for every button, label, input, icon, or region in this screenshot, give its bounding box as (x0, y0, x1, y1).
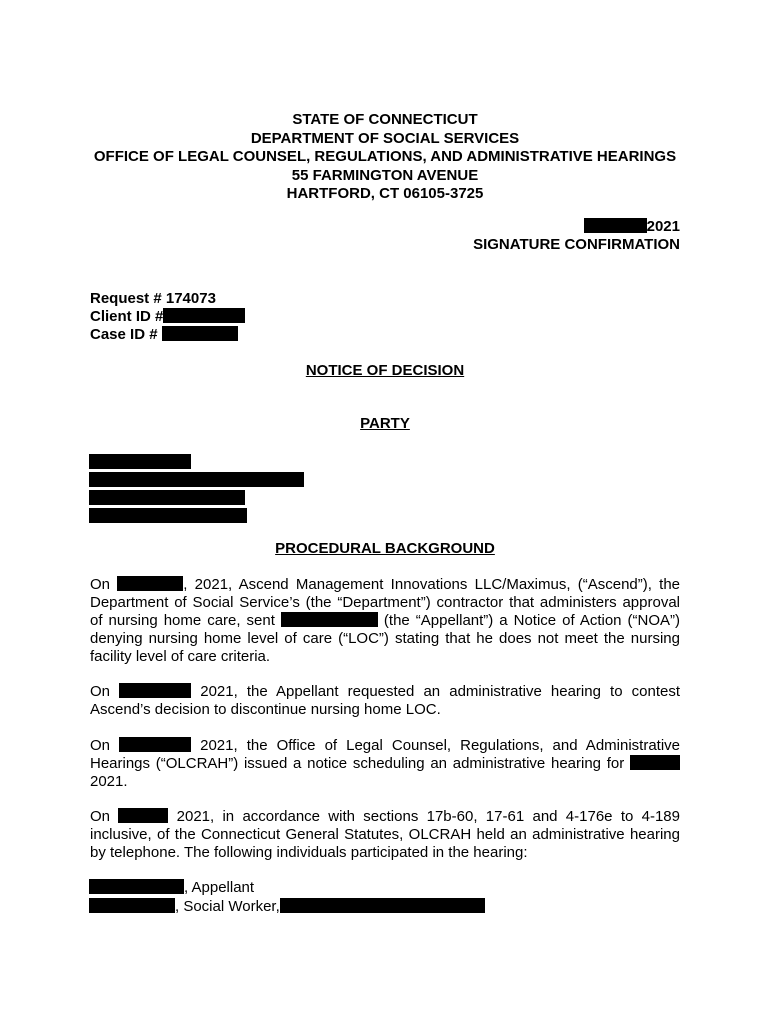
redacted-appellant-name (281, 612, 378, 627)
redacted-party-name (89, 454, 191, 469)
participant-appellant (89, 879, 254, 896)
p4-text-1: On (90, 808, 111, 825)
header-city: HARTFORD, CT 06105-3725 (286, 185, 484, 202)
p1-text-1: On (90, 576, 111, 593)
p1-text-3: (the “Appellant”) a Notice of Action (“NOA”) denying nursing home level of care (“LOC”) stating that he does not meet the nursing facility level of care criteria. (90, 612, 680, 665)
participant-social-worker (89, 898, 485, 915)
p2-text-1: On (90, 683, 111, 700)
redacted-participant-social-worker (89, 898, 175, 913)
p3-text-1: On (90, 737, 111, 754)
header-state: STATE OF CONNECTICUT (292, 111, 478, 128)
redacted-notice-date (119, 737, 191, 752)
request-number: Request # 174073 (90, 290, 216, 307)
p2-text-2: 2021, the Appellant requested an administrative hearing to contest Ascend’s decision to discontinue nursing home LOC. (90, 683, 680, 718)
p3-text-3: 2021. (90, 773, 128, 790)
notice-title: NOTICE OF DECISION (305, 362, 465, 379)
redacted-party-address-3 (89, 508, 247, 523)
header-street: 55 FARMINGTON AVENUE (291, 166, 479, 184)
participant-appellant-role: , Appellant (184, 879, 255, 896)
redacted-held-date (118, 808, 168, 823)
redacted-date (584, 218, 647, 233)
p3-text-2: 2021, the Office of Legal Counsel, Regulations, and Administrative Hearings (“OLCRAH”) issued a notice scheduling an administrative hearing for (90, 737, 681, 772)
redacted-participant-appellant (89, 879, 184, 894)
party-title: PARTY (360, 415, 410, 432)
redacted-social-worker-agency (280, 898, 485, 913)
header-office: OFFICE OF LEGAL COUNSEL, REGULATIONS, AND ADMINISTRATIVE HEARINGS (93, 148, 677, 165)
redacted-client-id (163, 308, 245, 323)
client-id (90, 308, 245, 325)
redacted-noa-date (117, 576, 183, 591)
case-id (90, 326, 238, 343)
client-id-label: Client ID # (90, 308, 164, 325)
letterhead (0, 111, 770, 204)
case-id-label: Case ID # (90, 326, 158, 343)
procedural-background-title: PROCEDURAL BACKGROUND (275, 540, 495, 557)
date-year: 2021 (646, 218, 680, 235)
redacted-request-date (119, 683, 191, 698)
paragraph-scheduling (90, 737, 680, 791)
paragraph-noa (90, 576, 680, 666)
paragraph-hearing-held (90, 808, 680, 862)
date-line (584, 218, 680, 235)
redacted-case-id (162, 326, 238, 341)
p1-text-2: , 2021, Ascend Management Innovations LLC/Maximus, (“Ascend”), the Department of Social Service’s (the “Department”) contractor that administers approval of nursing home care, sent (90, 576, 681, 629)
header-department: DEPARTMENT OF SOCIAL SERVICES (250, 129, 520, 147)
p4-text-2: 2021, in accordance with sections 17b-60, 17-61 and 4-176e to 4-189 inclusive, of the Connecticut General Statutes, OLCRAH held an administrative hearing by telephone. The following individuals participated in the hearing: (90, 808, 680, 861)
participant-social-worker-role: , Social Worker, (175, 898, 280, 915)
redacted-party-address-2 (89, 490, 245, 505)
signature-confirmation: SIGNATURE CONFIRMATION (473, 236, 680, 253)
redacted-party-address-1 (89, 472, 304, 487)
paragraph-hearing-request (90, 683, 680, 719)
redacted-hearing-date (630, 755, 680, 770)
